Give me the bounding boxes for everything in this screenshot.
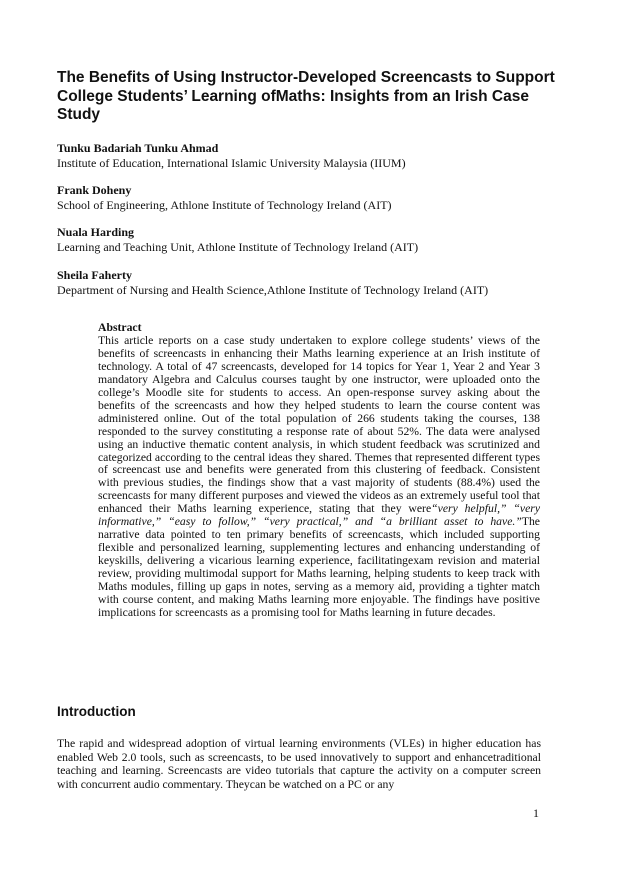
author-block [57,141,597,170]
abstract [98,322,540,620]
abstract-text-after: The narrative data pointed to ten primary benefits of screencasts, which included supporting flexible and personalized learning, supplementing lectures and enhancing understanding of keyskills, delivering a vicarious learning experience, facilitatingexam revision and material review, providing multimodal support for Maths learning, helping students to keep track with Maths modules, filling up gaps in notes, serving as a memory aid, providing a tighter match with course content, and making Maths learning more enjoyable. The findings have positive implications for screencasts as a promising tool for Maths learning in future decades. [98,515,540,619]
page-number: 1 [533,806,539,820]
paper-title: The Benefits of Using Instructor-Developed Screencasts to Support College Students’ Learning ofMaths: Insights from an Irish Case Study [57,69,555,123]
abstract-text-before: This article reports on a case study undertaken to explore college students’ views of the benefits of screencasts in enhancing their Maths learning experience at an Irish institute of technology. A total of 47 screencasts, developed for 14 topics for Year 1, Year 2 and Year 3 mandatory Algebra and Calculus courses taught by one instructor, were uploaded onto the college’s Moodle site for students to access. An open-response survey asking about the benefits of the screencasts and how they helped students to learn the course content was administered online. Out of the total population of 266 students taking the courses, 138 responded to the survey constituting a response rate of about 52%. The data were analysed using an inductive thematic content analysis, in which student feedback was scrutinized and categorized according to the central ideas they shared. Themes that represented different types of screencast use and benefits were generated from this clustering of feedback. Consistent with previous studies, the findings show that a vast majority of students (88.4%) used the screencasts for many different purposes and viewed the videos as an extremely useful tool that enhanced their Maths learning experience, stating that they were [98,333,540,516]
author-name: Nuala Harding [57,225,135,239]
author-name: Frank Doheny [57,183,132,197]
author-affiliation: Learning and Teaching Unit, Athlone Institute of Technology Ireland (AIT) [57,239,419,254]
abstract-quotes: “very helpful,” “very informative,” “easy to follow,” “very practical,” and “a brilliant asset to have.” [98,502,541,529]
author-affiliation: School of Engineering, Athlone Institute of Technology Ireland (AIT) [57,197,392,212]
author-name: Tunku Badariah Tunku Ahmad [57,141,219,155]
introduction-text: The rapid and widespread adoption of virtual learning environments (VLEs) in higher education has enabled Web 2.0 tools, such as screencasts, to be used innovatively to support and enhancetraditional teaching and learning. Screencasts are video tutorials that capture the activity on a computer screen with concurrent audio commentary. Theycan be watched on a PC or any [57,737,541,791]
author-affiliation: Institute of Education, International Islamic University Malaysia (IIUM) [57,155,406,170]
author-affiliation: Department of Nursing and Health Science,Athlone Institute of Technology Ireland (AIT) [57,282,489,297]
abstract-heading: Abstract [98,321,142,334]
author-block [57,268,597,297]
introduction-heading: Introduction [57,704,136,719]
author-block [57,225,597,254]
author-name: Sheila Faherty [57,268,132,282]
author-block [57,183,597,212]
